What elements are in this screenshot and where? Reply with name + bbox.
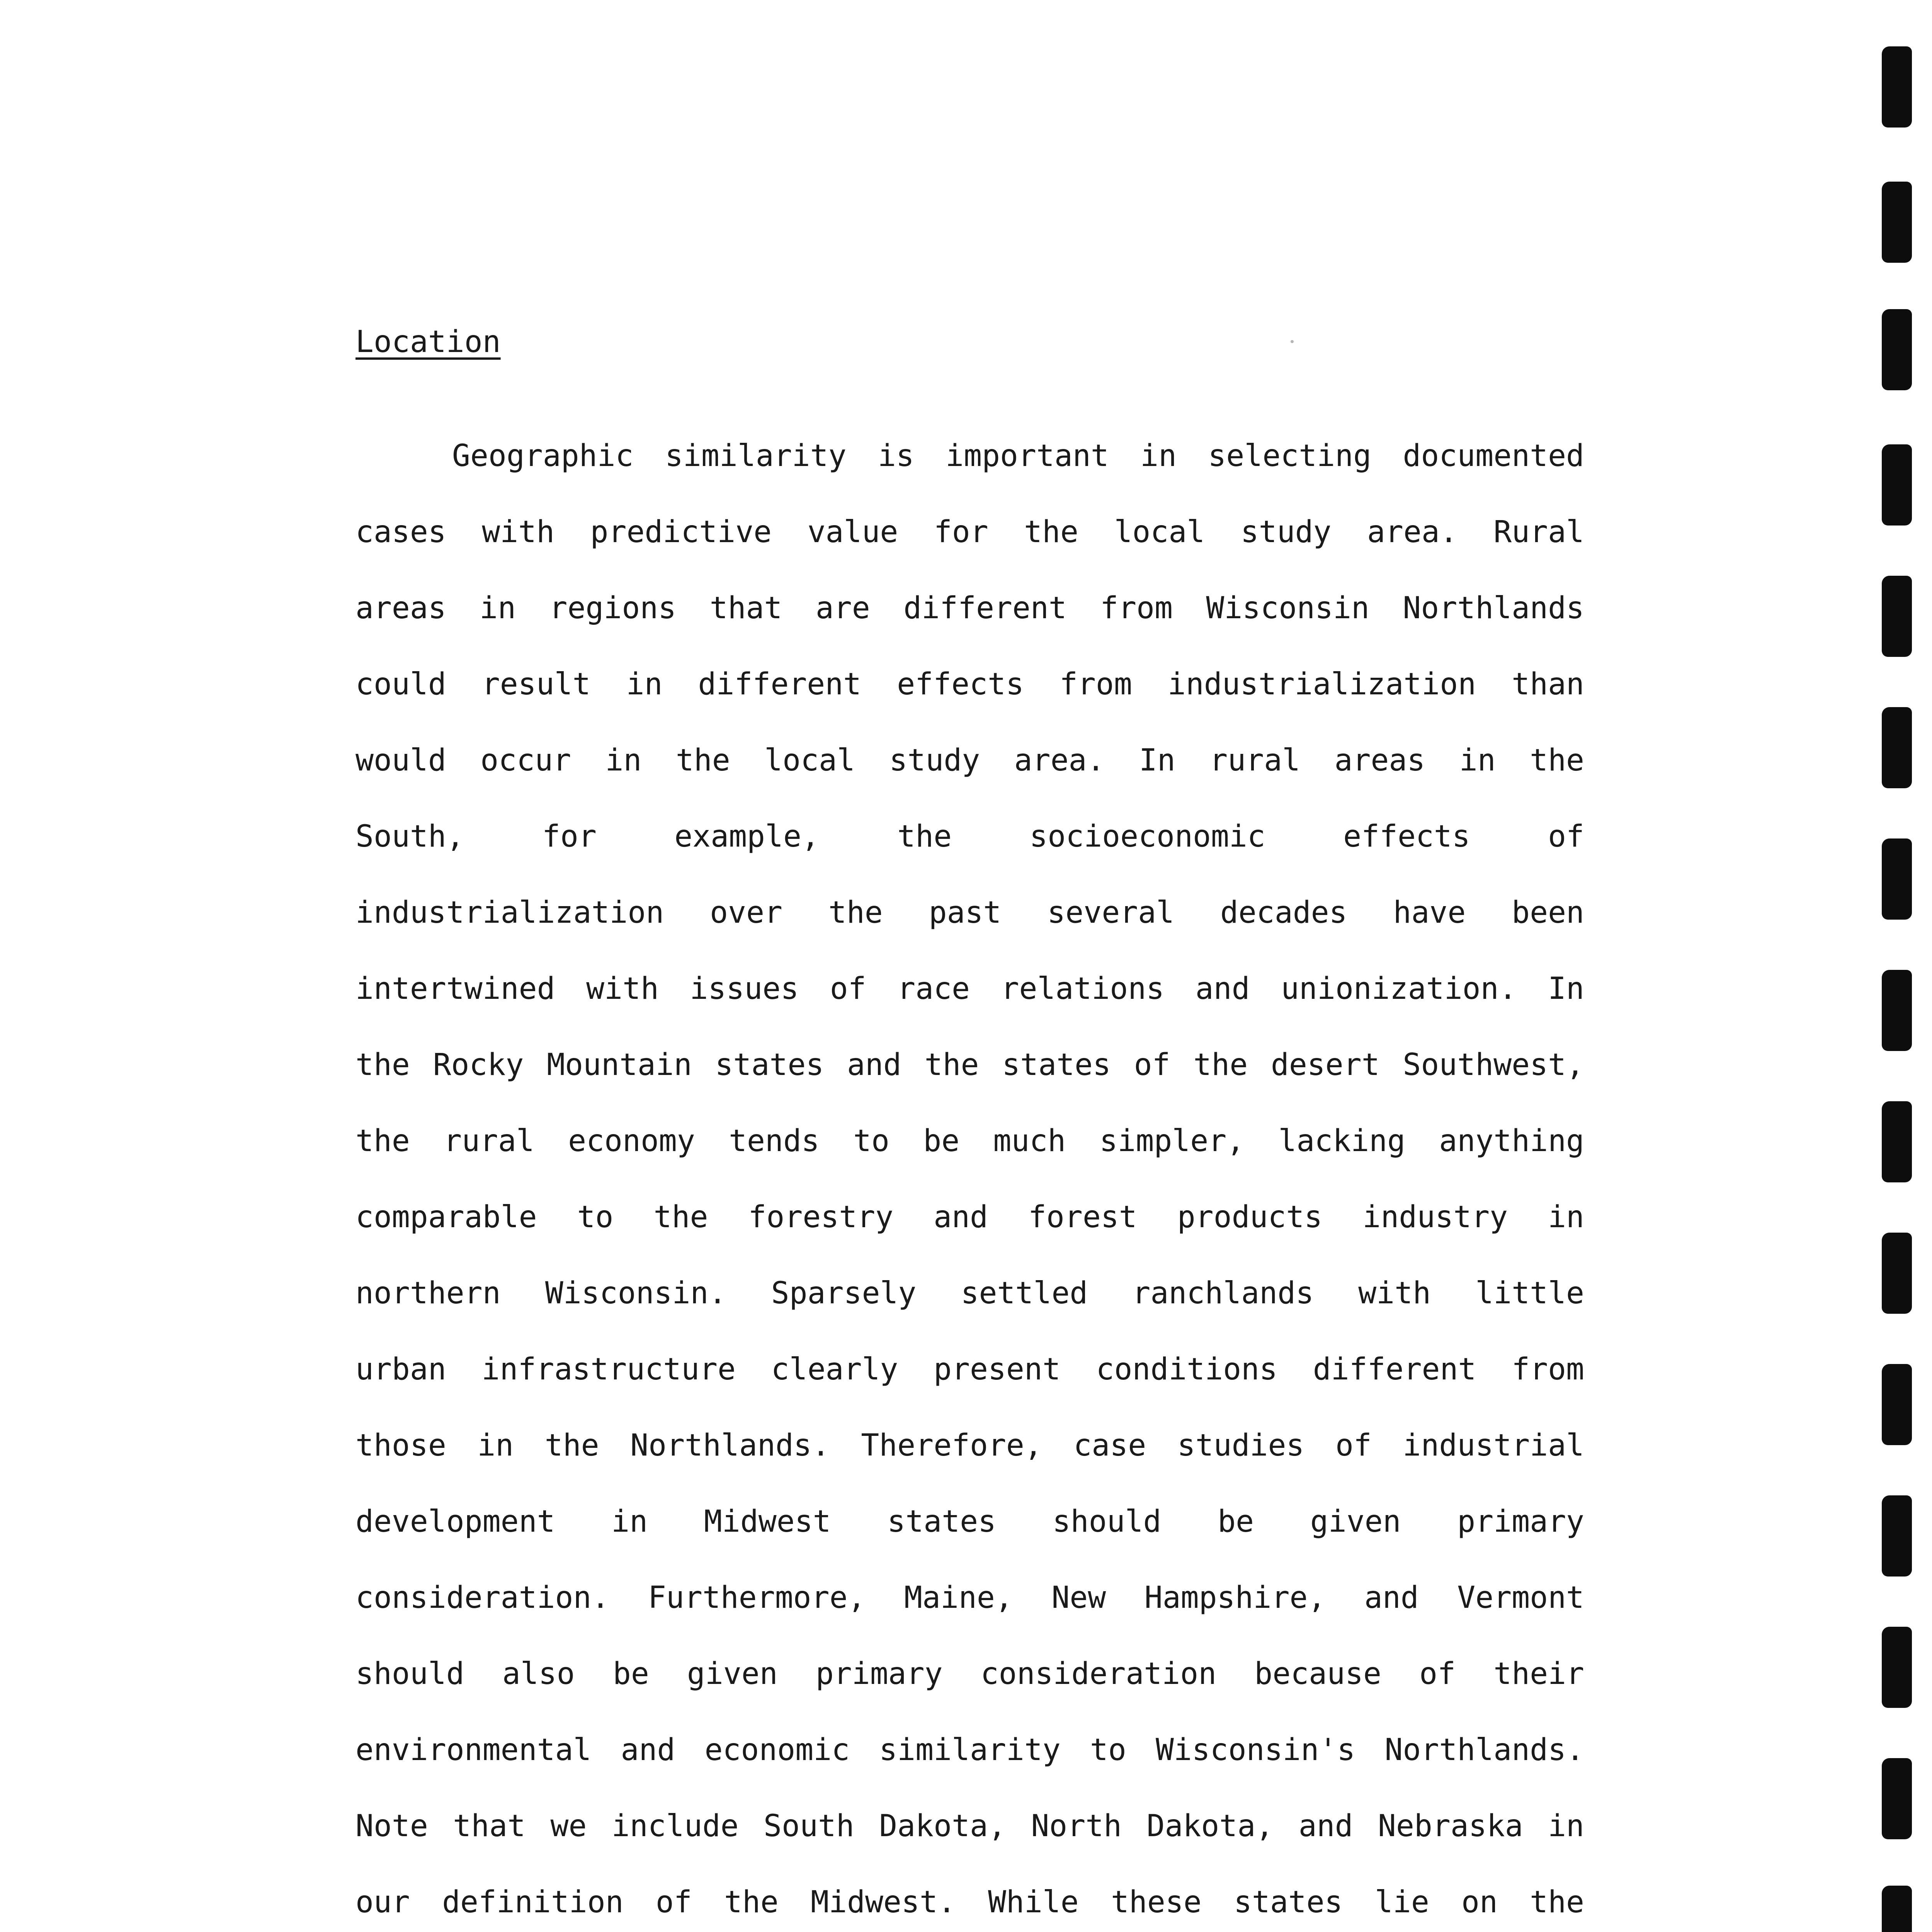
binding-hole [1882, 838, 1912, 920]
text-line: our definition of the Midwest. While these states lie on the [355, 1885, 1584, 1920]
binding-hole [1882, 1627, 1912, 1708]
text-line: would occur in the local study area. In rural areas in the [355, 743, 1584, 778]
text-line: the Rocky Mountain states and the states of the desert Southwest, [355, 1048, 1584, 1082]
text-line: areas in regions that are different from Wisconsin Northlands [355, 591, 1584, 626]
text-line: could result in different effects from industrialization than [355, 667, 1584, 702]
binding-hole [1882, 182, 1912, 263]
binding-hole [1882, 309, 1912, 390]
text-line: development in Midwest states should be given primary [355, 1504, 1584, 1539]
text-line: urban infrastructure clearly present conditions different from [355, 1352, 1584, 1387]
binding-hole [1882, 1758, 1912, 1839]
text-line: intertwined with issues of race relations and unionization. In [355, 971, 1584, 1006]
binding-hole [1882, 970, 1912, 1051]
text-line: comparable to the forestry and forest products industry in [355, 1200, 1584, 1235]
text-line: the rural economy tends to be much simpler, lacking anything [355, 1124, 1584, 1158]
binding-holes [1882, 0, 1928, 1932]
binding-hole [1882, 707, 1912, 788]
binding-hole [1882, 1101, 1912, 1182]
binding-hole [1882, 46, 1912, 128]
binding-hole [1882, 1495, 1912, 1577]
text-line: should also be given primary consideration because of their [355, 1656, 1584, 1691]
text-line: environmental and economic similarity to Wisconsin's Northlands. [355, 1733, 1584, 1767]
binding-hole [1882, 1364, 1912, 1445]
text-line: Note that we include South Dakota, North Dakota, and Nebraska in [355, 1809, 1584, 1844]
text-line: cases with predictive value for the local study area. Rural [355, 515, 1584, 549]
binding-hole [1882, 1886, 1912, 1932]
text-line: South, for example, the socioeconomic effects of [355, 819, 1584, 854]
binding-hole [1882, 444, 1912, 526]
binding-hole [1882, 1233, 1912, 1314]
text-line: consideration. Furthermore, Maine, New Hampshire, and Vermont [355, 1580, 1584, 1615]
scan-speck [1291, 340, 1294, 343]
text-line: those in the Northlands. Therefore, case studies of industrial [355, 1428, 1584, 1463]
section-heading: Location [355, 325, 501, 359]
text-line: Geographic similarity is important in selecting documented [452, 439, 1584, 473]
text-line: industrialization over the past several decades have been [355, 895, 1584, 930]
binding-hole [1882, 576, 1912, 657]
text-line: northern Wisconsin. Sparsely settled ranchlands with little [355, 1276, 1584, 1311]
